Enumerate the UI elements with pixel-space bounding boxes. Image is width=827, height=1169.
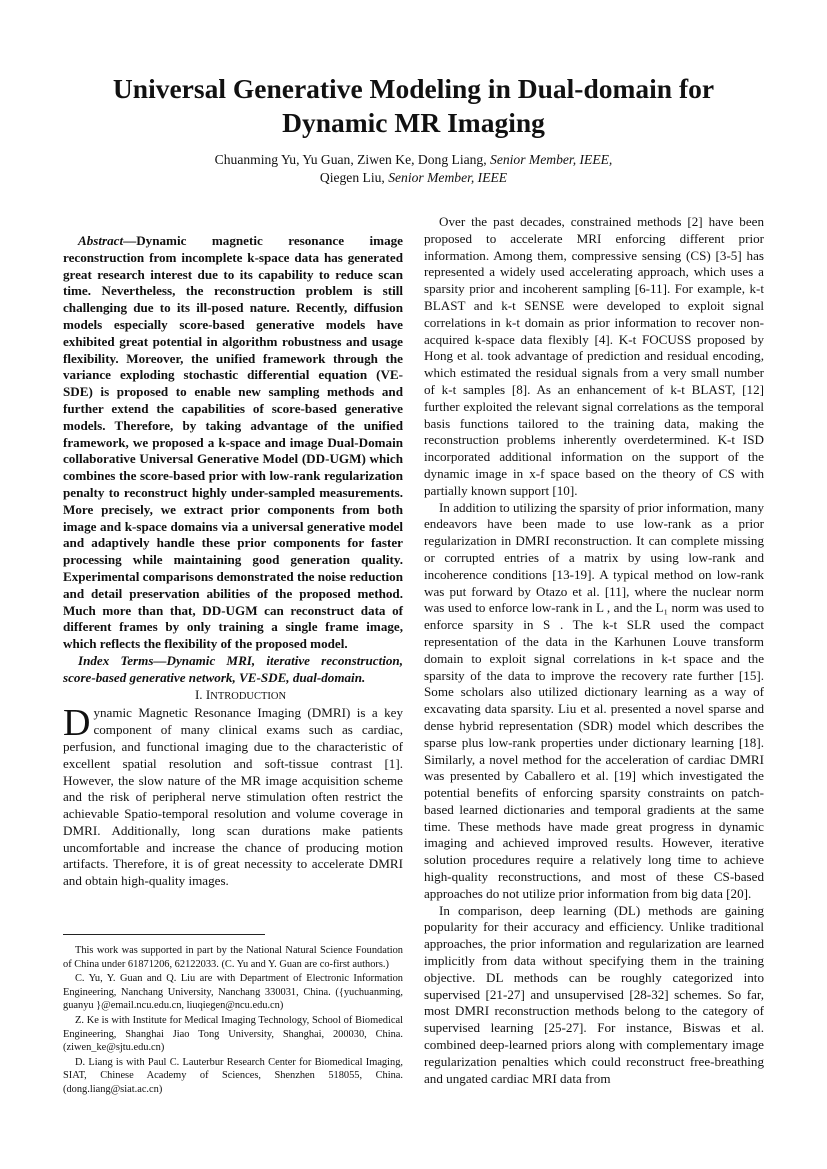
intro-paragraph-1 <box>63 702 403 890</box>
right-paragraph-1: Over the past decades, constrained methods [2] have been proposed to accelerate MRI enforcing different prior information. Among them, compressive sensing (CS) [3-5] has represented a widely used accelerating approach, which uses a sparsity prior and incoherent sampling [6-11]. For example, k-t BLAST and k-t SENSE were developed to exploit signal correlations in k-t domain as prior information to recover non-acquired k-space data flexibly [4]. K-t FOCUSS proposed by Hong et al. took advantage of prediction and residual encoding, which estimated the residual signals from a very small number of k-t samples [8]. As an enhancement of k-t BLAST, [12] further exploited the relevant signal correlations as the temporal basis functions tailored to the training data, making the reconstruction problems inherently overdetermined. K-t ISD incorporated additional information on the support of the dynamic image in x-f space based on the theory of CS with partially known support [10]. <box>424 214 764 498</box>
footnote-divider <box>63 934 265 935</box>
authors-line-1: Chuanming Yu, Yu Guan, Ziwen Ke, Dong Liang, <box>214 152 491 167</box>
title-line-1: Universal Generative Modeling in Dual-domain for <box>112 73 715 104</box>
title-line-2: Dynamic MR Imaging <box>282 107 545 138</box>
paper-title <box>60 72 767 140</box>
right-column <box>424 214 764 1087</box>
abstract-text: —Dynamic magnetic resonance image reconstruction from incomplete k-space data has generated great research interest due to its capability to reduce scan time. Nevertheless, the reconstruction problem is still challenging due to its ill-posed nature. Recently, diffusion models especially score-based generative models have exhibited great potential in algorithm robustness and usage flexibility. Moreover, the unified framework through the variance exploding stochastic differential equation (VE-SDE) is proposed to enable new sampling methods and further extend the capabilities of score-based generative models. Therefore, by taking advantage of the unified framework, we proposed a k-space and image Dual-Domain collaborative Universal Generative Model (DD-UGM) which combines the score-based prior with low-rank regularization penalty to reconstruct highly under-sampled measurements. More precisely, we extract prior components from both image and k-space domains via a universal generative model and adaptively handle these prior components for faster processing while maintaining good generation quality. Experimental comparisons demonstrated the noise reduction and detail preservation abilities of the proposed method. Much more than that, DD-UGM can reconstruct data of different frames by only training a single frame image, which reflects the flexibility of the proposed model. <box>63 233 403 652</box>
authors-line-2: Qiegen Liu, <box>319 170 389 185</box>
footnote-affiliation-ncu: C. Yu, Y. Guan and Q. Liu are with Department of Electronic Information Engineering, Nanchang University, Nanchang 330031, China. ({yuchuanming, guanyu }@email.ncu.edu.cn, liuqiegen@ncu.edu.cn) <box>63 973 403 1012</box>
footnote-affiliation-sjtu: Z. Ke is with Institute for Medical Imaging Technology, School of Biomedical Engineering, Shanghai Jiao Tong University, Shanghai, 200030, China. (ziwen_ke@sjtu.edu.cn) <box>63 1014 403 1054</box>
abstract-label: Abstract <box>78 233 124 248</box>
drop-cap: D <box>63 702 91 745</box>
right-paragraph-2: In addition to utilizing the sparsity of prior information, many endeavors have been made to use low-rank as a prior regularization in DMRI reconstruction. It can complete missing or corrupted entries of a matrix by using low-rank and incoherence conditions [13-19]. A typical method on low-rank was put forward by Otazo et al. [11], where the nuclear norm was used to enforce low-rank in L , and the L₁ norm was used to enforce sparsity in S . The k-t SLR used the compact representation of the data in the Karhunen Louve transform domain to exploit signal correlations in k-t space and the sparsity of the data to improve the recovery rate further [15]. Some scholars also utilized dictionary learning as a way of excavating data sparsity. Liu et al. presented a novel sparse and dense hybrid representation (SDR) model which describes the sparse plus low-rank properties under dictionary learning [18]. Similarly, a novel method for the acceleration of cardiac DMRI was presented by Caballero et al. [19] which investigated the potential benefits of enforcing sparsity constraints on patch-based learned dictionaries and temporal gradients at the same time. These methods have made great progress in dynamic imaging and achieved improved results. However, iterative solution procedures require a relatively long time to achieve high-quality reconstructions, and most of these CS-based approaches do not utilize prior information from big data [20]. <box>424 499 764 901</box>
left-column <box>63 233 403 890</box>
footnote-affiliation-siat: D. Liang is with Paul C. Lauterbur Research Center for Biomedical Imaging, SIAT, Chinese Academy of Sciences, Shenzhen 518055, China. (dong.liang@siat.ac.cn) <box>63 1056 403 1095</box>
section-title-introduction: I. INTRODUCTION <box>194 686 287 702</box>
authors-role-2: Senior Member, IEEE <box>388 170 508 185</box>
authors-role-1: Senior Member, IEEE, <box>490 152 613 167</box>
abstract <box>63 233 403 653</box>
right-paragraph-3: In comparison, deep learning (DL) methods are gaining popularity for their accuracy and efficiency. Unlike traditional approaches, the prior information and regularization are learned implicitly from data without specifying them in the training objective. DL methods can be roughly categorized into supervised [21-27] and unsupervised [28-32] schemes. So far, most DMRI reconstruction methods belong to the category of supervised learning [25-27]. For instance, Biswas et al. combined deep-learned priors along with complementary image regularization penalties which could reconstruct free-breathing and ungated cardiac MRI data from <box>424 902 764 1086</box>
intro-paragraph-1-text: ynamic Magnetic Resonance Imaging (DMRI) is a key component of many clinical exams such as cardiac, perfusion, and functional imaging due to the characteristic of excellent spatial resolution and soft-tissue contrast [1]. However, the slow nature of the MR image acquisition scheme and the risk of peripheral nerve stimulation often restrict the achievable Spatio-temporal resolution and volume coverage in DMRI. Additionally, long scan durations make patients uncomfortable and increase the chance of producing motion artifacts. Therefore, it is of great necessity to accelerate DMRI and obtain high-quality images. <box>63 705 403 889</box>
index-terms: Index Terms—Dynamic MRI, iterative reconstruction, score-based generative network, VE-SDE, dual-domain. <box>63 652 403 685</box>
footnote-funding: This work was supported in part by the National Natural Science Foundation of China under 61871206, 62122033. (C. Yu and Y. Guan are co-first authors.) <box>63 945 403 970</box>
footnotes <box>63 944 403 1098</box>
author-list <box>60 151 767 187</box>
